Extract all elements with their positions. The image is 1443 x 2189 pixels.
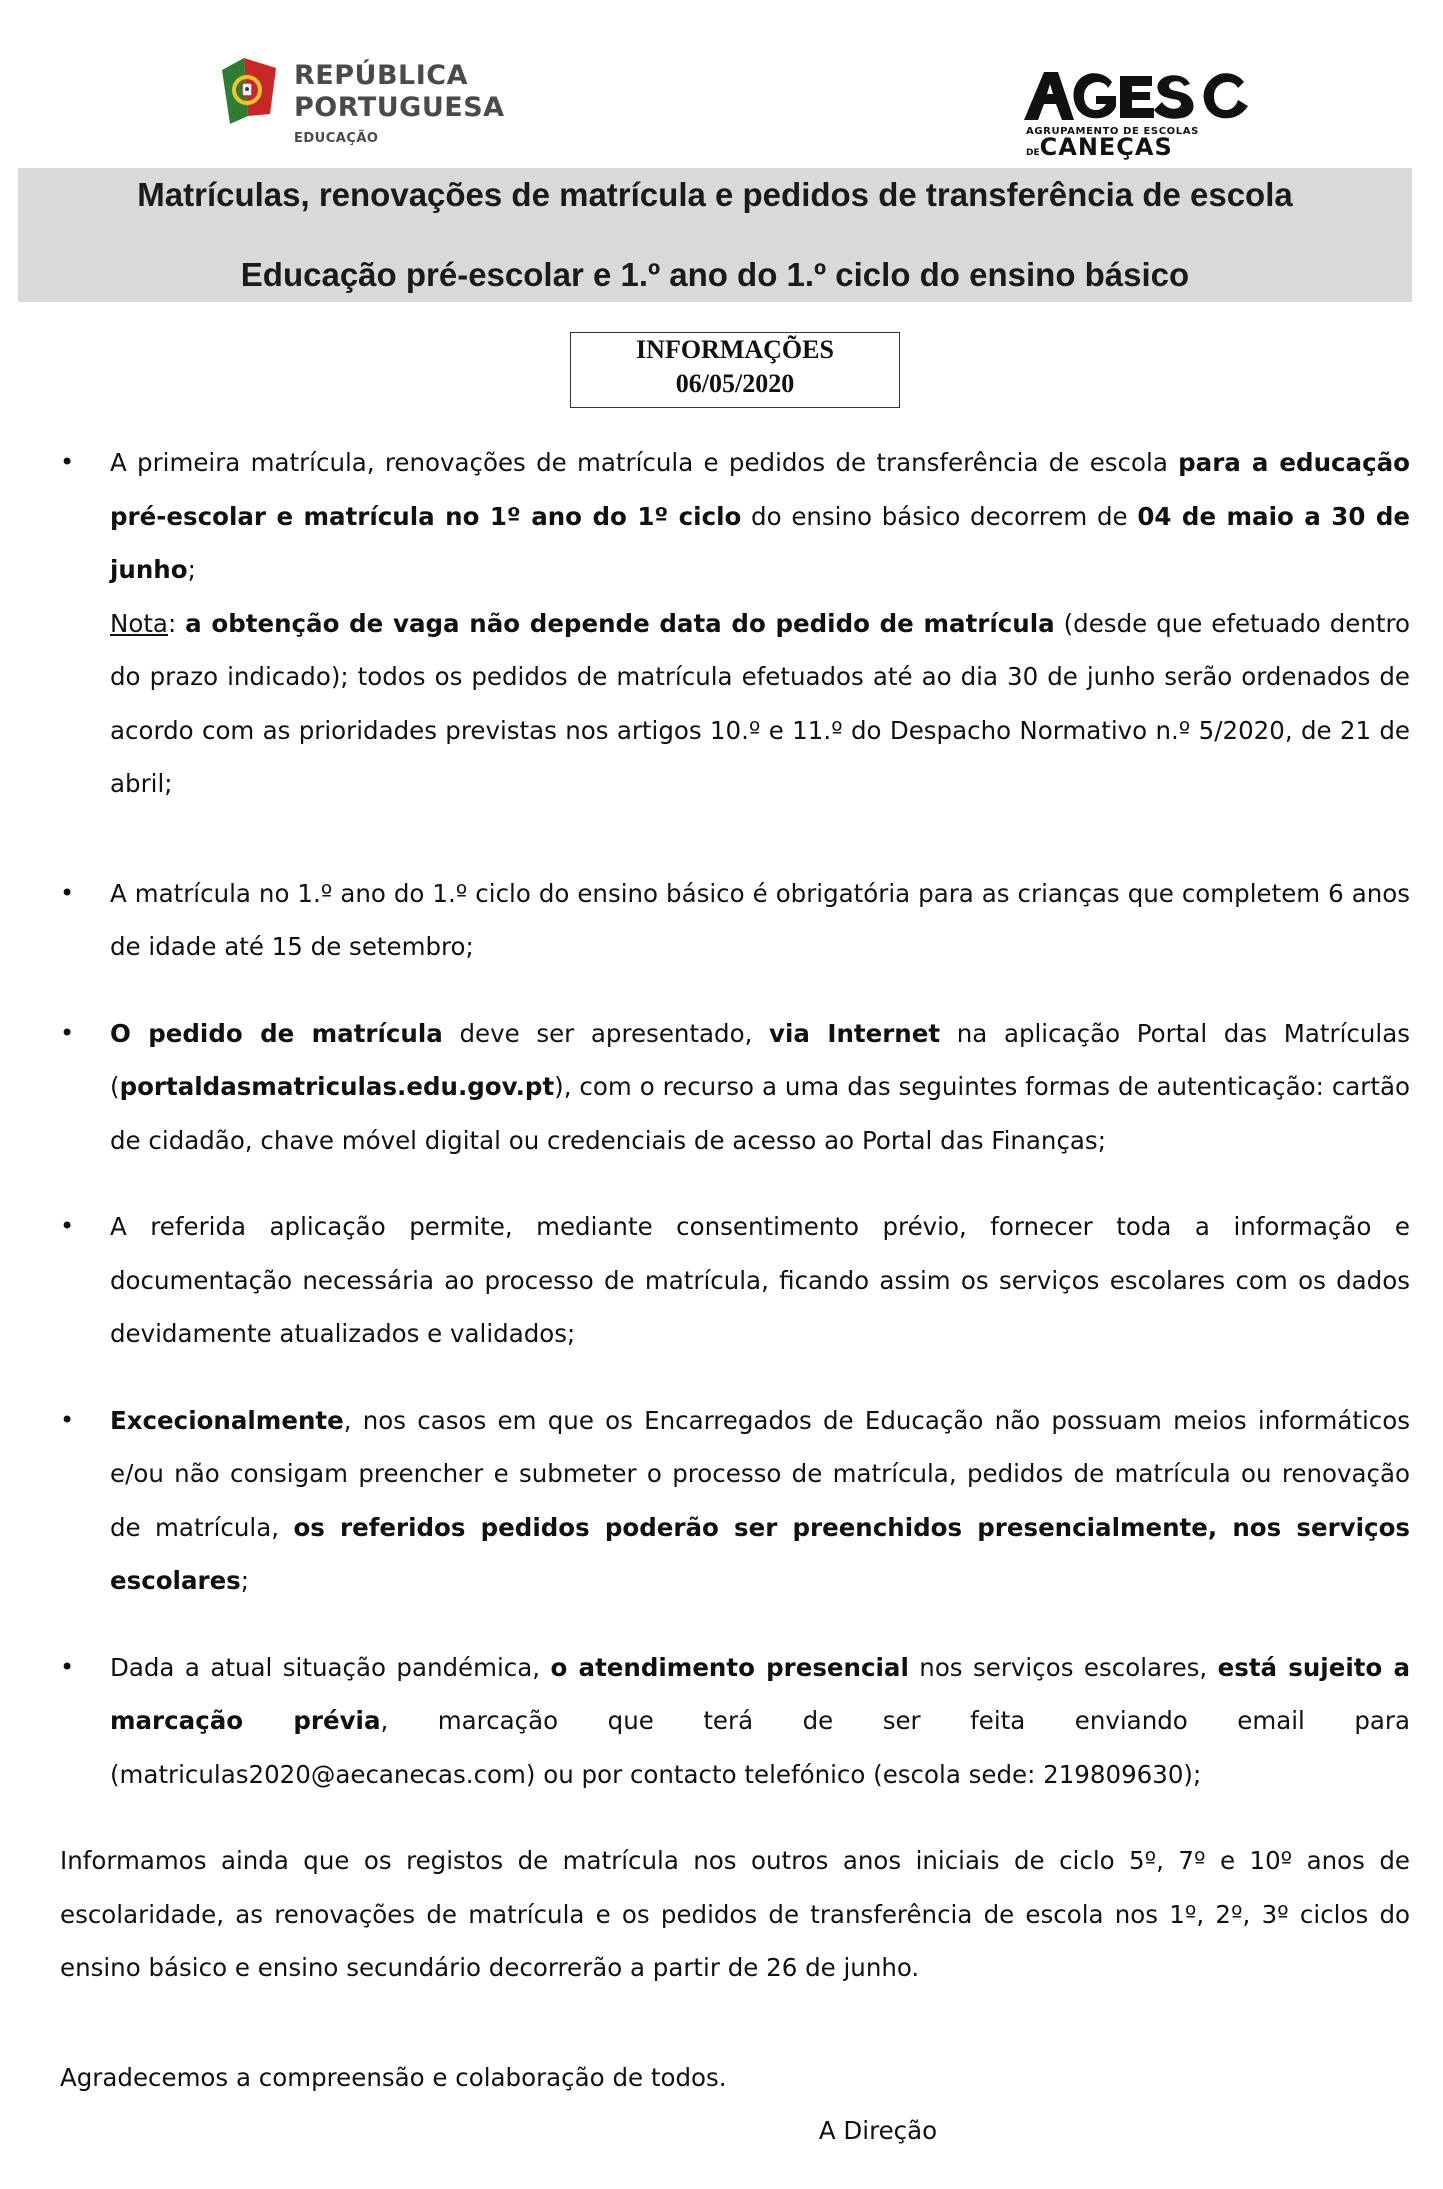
item-text: ; — [187, 555, 196, 584]
item-bold-text: O pedido de matrícula — [110, 1018, 443, 1048]
item-text: ), com o recurso a uma das seguintes formas de autenticação: cartão de cidadão, chave móvel digital ou credenciais de acesso ao Portal das Finanças; — [110, 1072, 1410, 1155]
note-label: Nota — [110, 608, 168, 638]
republica-portuguesa-text — [294, 60, 505, 148]
note-bold-text: a obtenção de vaga não depende data do pedido de matrícula — [185, 608, 1055, 638]
item-bold-text: está sujeito a marcação prévia — [110, 1652, 1410, 1735]
thanks-text: Agradecemos a compreensão e colaboração de todos. — [60, 2062, 727, 2092]
portugal-emblem-icon — [218, 56, 280, 126]
item-text: A matrícula no 1.º ano do 1.º ciclo do ensino básico é obrigatória para as crianças que completem 6 anos de idade até 15 de setembro; — [110, 878, 1410, 961]
spacer — [60, 1995, 1410, 2051]
logo-agrupamento-subtitle: AGRUPAMENTO DE ESCOLAS — [1026, 126, 1199, 137]
item-text: : — [167, 608, 186, 638]
item-text: deve ser apresentado, — [442, 1018, 770, 1048]
item-text: A primeira matrícula, renovações de matrícula e pedidos de transferência de escola — [110, 448, 1179, 477]
item-bold-text: os referidos pedidos poderão ser preenchidos presencialmente, nos serviços escolares — [110, 1512, 1410, 1595]
list-item — [60, 867, 1410, 974]
item-bold-text: para a educação pré-escolar e matrícula no 1º ano do 1º ciclo — [110, 448, 1410, 531]
item-text: do ensino básico decorrem de — [741, 501, 1138, 531]
list-item — [60, 1641, 1410, 1802]
page-subtitle: Educação pré-escolar e 1.º ano do 1.º ciclo do ensino básico — [240, 256, 1190, 293]
spacer — [60, 1608, 1410, 1641]
logo-canecas-prefix: DE — [1026, 148, 1040, 158]
bullet-icon: • — [60, 1652, 75, 1681]
info-heading: INFORMAÇÕES — [636, 335, 834, 364]
info-box — [570, 332, 900, 408]
logo-line-portuguesa: PORTUGUESA — [294, 92, 505, 123]
logo-canecas-name: CANEÇAS — [1039, 133, 1173, 161]
logo-canecas-line — [1026, 133, 1173, 162]
spacer — [60, 974, 1410, 1007]
item-bold-text: via Internet — [769, 1018, 941, 1048]
signature: A Direção — [818, 2116, 938, 2145]
spacer — [60, 811, 1410, 867]
item-text: , marcação que terá de ser feita enviando email para (matriculas2020@aecanecas.com) ou por contacto telefónico (escola sede: 219809630); — [110, 1706, 1410, 1789]
item-text: Dada a atual situação pandémica, — [110, 1652, 551, 1682]
bullet-icon: • — [60, 878, 75, 907]
item-bold-text: o atendimento presencial — [550, 1652, 909, 1682]
logo-line-republica: REPÚBLICA — [294, 60, 468, 91]
bullet-icon: • — [60, 1018, 75, 1047]
spacer — [60, 1167, 1410, 1200]
info-date: 06/05/2020 — [675, 369, 795, 398]
list-item — [60, 436, 1410, 811]
list-item — [60, 1394, 1410, 1608]
list-item — [60, 1007, 1410, 1168]
bullet-icon: • — [60, 448, 75, 476]
item-bold-text: Excecionalmente — [110, 1405, 344, 1435]
item-text: nos serviços escolares, — [908, 1652, 1218, 1682]
item-text: ; — [240, 1566, 250, 1595]
bullet-icon: • — [60, 1405, 75, 1434]
list-item — [60, 1200, 1410, 1361]
logo-line-educacao: EDUCAÇÃO — [294, 131, 379, 146]
item-text: na aplicação Portal das Matrículas ( — [110, 1018, 1410, 1101]
page-title: Matrículas, renovações de matrícula e pedidos de transferência de escola — [137, 176, 1293, 213]
agrupamento-escolas-canecas-logo — [1022, 68, 1252, 160]
item-text: , nos casos em que os Encarregados de Educação não possuam meios informáticos e/ou não consigam preencher e submeter o processo de matrícula, pedidos de matrícula ou renovação de matrícula, — [110, 1405, 1410, 1542]
bullet-icon: • — [60, 1212, 75, 1240]
aeesc-wordmark-icon — [1022, 68, 1252, 124]
republica-portuguesa-logo — [218, 56, 518, 152]
title-banner — [18, 168, 1412, 302]
item-bold-text: 04 de maio a 30 de junho — [110, 501, 1410, 584]
portal-url-text: portaldasmatriculas.edu.gov.pt — [119, 1072, 555, 1101]
item-text: A referida aplicação permite, mediante consentimento prévio, fornecer toda a informação e documentação necessária ao processo de matrícula, ficando assim os serviços escolares com os dados devidamente atualizados e validados; — [110, 1212, 1410, 1348]
note-text: (desde que efetuado dentro do prazo indicado); todos os pedidos de matrícula efetuados até ao dia 30 de junho serão ordenados de acordo com as prioridades previstas nos artigos 10.º e 11.º do Despacho Normativo n.º 5/2020, de 21 de abril; — [110, 608, 1410, 798]
spacer — [60, 1801, 1410, 1834]
spacer — [60, 1361, 1410, 1394]
closing-paragraph: Informamos ainda que os registos de matrícula nos outros anos iniciais de ciclo 5º, 7º e 10º anos de escolaridade, as renovações de matrícula e os pedidos de transferência de escola nos 1º, 2º, 3º ciclos do ensino básico e ensino secundário decorrerão a partir de 26 de junho. — [60, 1846, 1410, 1982]
document-body — [60, 436, 1410, 2158]
